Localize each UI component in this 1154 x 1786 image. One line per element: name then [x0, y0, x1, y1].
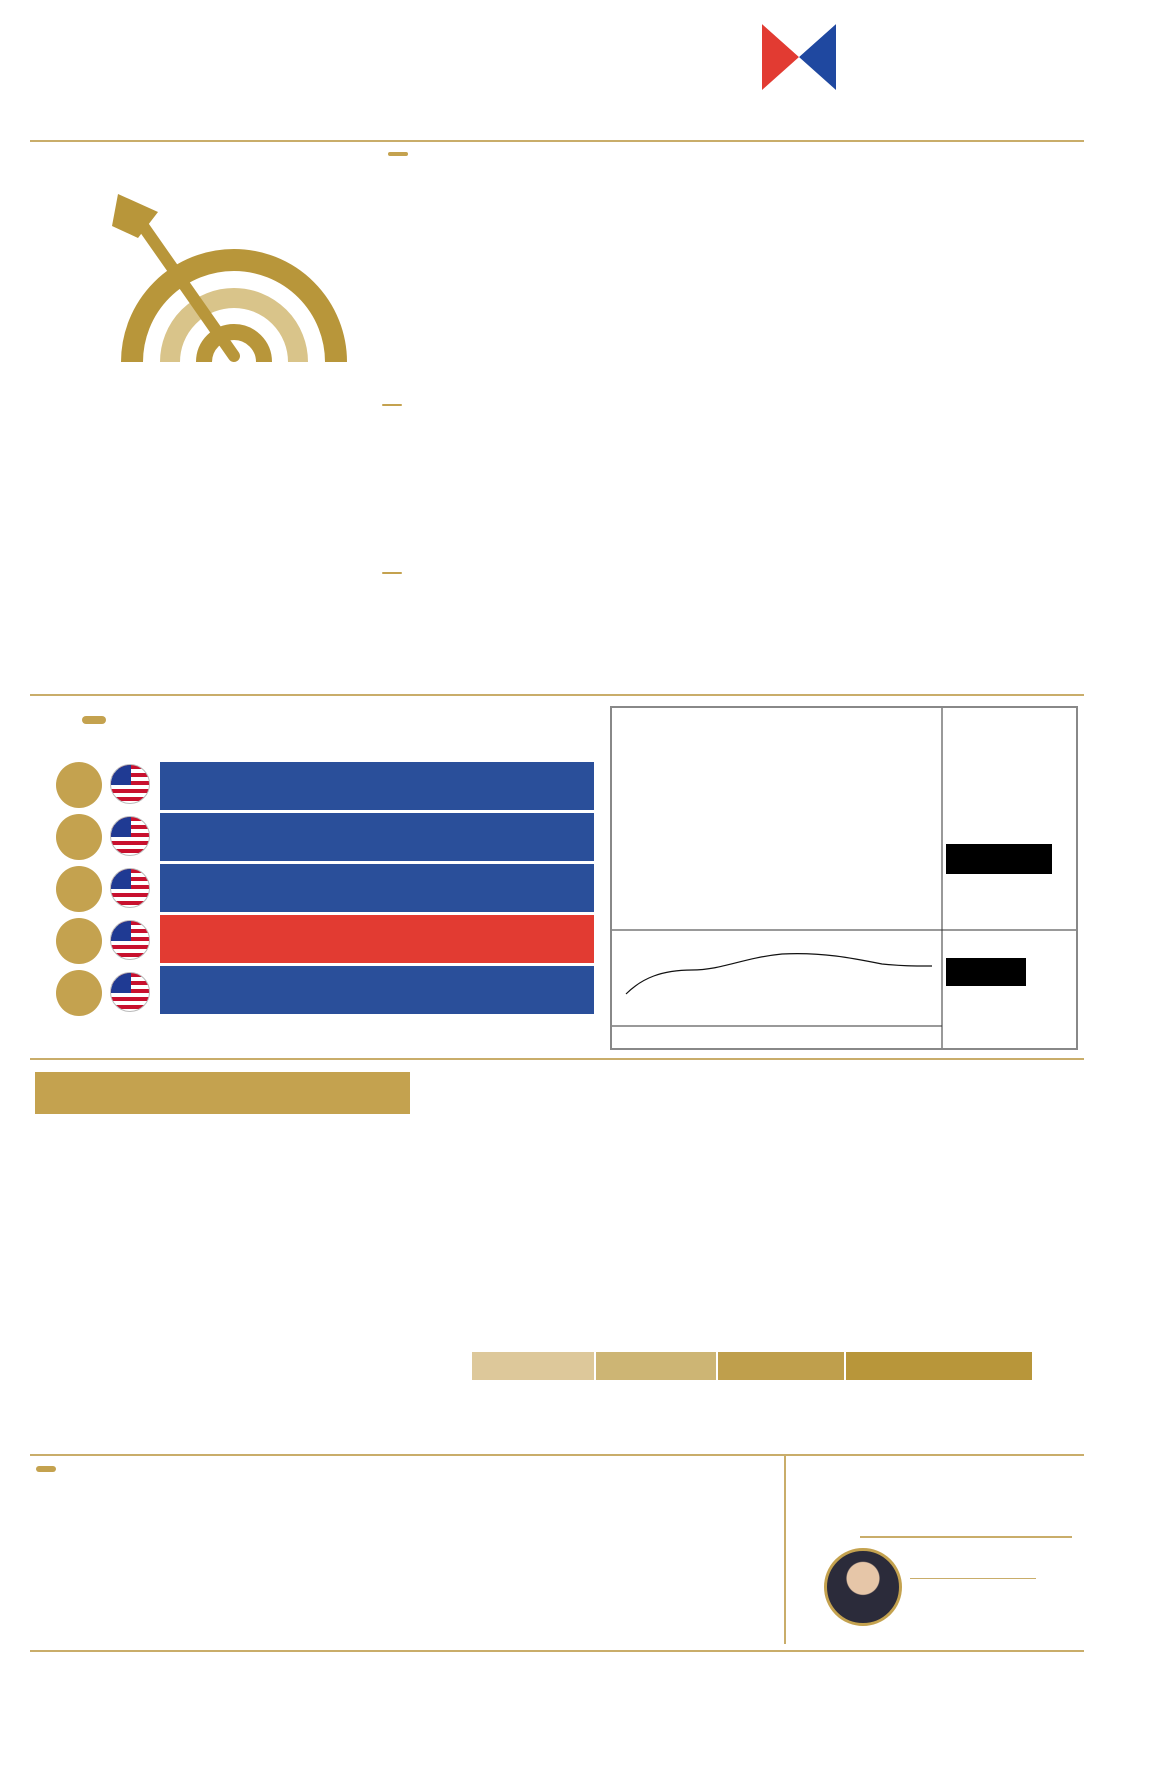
divider	[30, 1058, 1084, 1060]
col-header	[285, 1072, 410, 1114]
us-flag-icon	[110, 764, 150, 804]
divider	[860, 1536, 1072, 1538]
price-chart-svg	[612, 708, 1076, 1048]
atr-line	[626, 954, 932, 994]
calendar-tag	[82, 716, 106, 724]
day-badge	[56, 762, 102, 808]
reasons-tag	[388, 152, 408, 156]
trend-trade-line	[390, 656, 396, 678]
divider	[910, 1578, 1036, 1579]
us-flag-icon	[110, 868, 150, 908]
us-flag-icon	[110, 816, 150, 856]
day-badge	[56, 970, 102, 1016]
price-table	[35, 1072, 410, 1114]
baht-tag	[36, 1466, 56, 1472]
divider	[30, 694, 1084, 696]
table-header-row	[35, 1072, 410, 1114]
calendar-event	[160, 813, 594, 861]
day-trade-tag	[382, 404, 402, 406]
day-trade-line	[390, 452, 396, 474]
avatar	[824, 1548, 902, 1626]
us-flag-icon	[110, 972, 150, 1012]
price-chart	[610, 706, 1078, 1050]
calendar-event	[160, 762, 594, 810]
day-badge	[56, 814, 102, 860]
trend-trade-tag	[382, 572, 402, 574]
logo-mark-icon	[762, 24, 836, 90]
divider	[30, 140, 1084, 142]
summary-head	[846, 1352, 1032, 1380]
target-arrow-icon	[108, 186, 360, 366]
summary-head	[596, 1352, 716, 1380]
summary-head	[472, 1352, 594, 1380]
spdr-chart	[462, 1068, 1032, 1338]
divider	[30, 1454, 1084, 1456]
trend-trade-line	[390, 620, 396, 642]
divider	[30, 1650, 1084, 1652]
us-flag-icon	[110, 920, 150, 960]
col-header	[35, 1072, 160, 1114]
divider-vertical	[784, 1454, 786, 1644]
calendar-event	[160, 864, 594, 912]
day-badge	[56, 866, 102, 912]
day-trade-line	[390, 490, 396, 512]
day-badge	[56, 918, 102, 964]
col-header	[160, 1072, 285, 1114]
summary-head	[718, 1352, 844, 1380]
calendar-event	[160, 966, 594, 1014]
calendar-event	[160, 915, 594, 963]
